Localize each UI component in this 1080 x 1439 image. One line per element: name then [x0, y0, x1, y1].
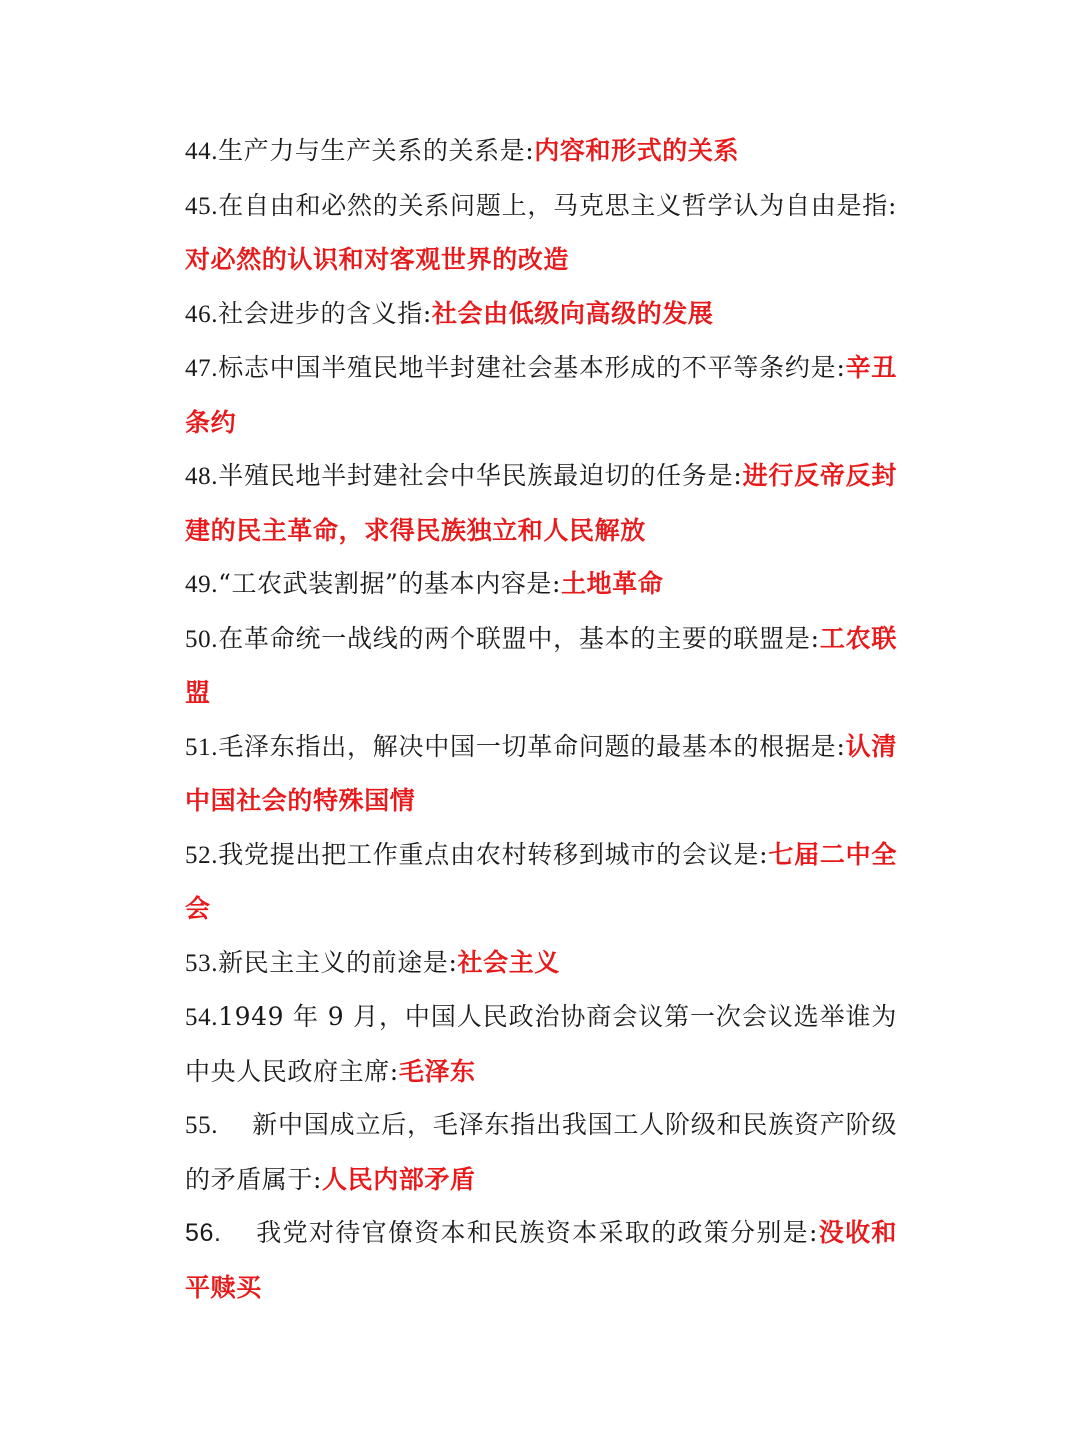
qa-item-49 — [185, 557, 897, 612]
answer-text: 人民内部矛盾 — [322, 1164, 476, 1194]
answer-text: 毛泽东 — [398, 1056, 476, 1086]
qa-item-54 — [185, 990, 897, 1098]
item-number: 52. — [185, 841, 219, 869]
qa-item-55 — [185, 1098, 897, 1206]
answer-text: 土地革命 — [561, 569, 664, 598]
item-number: 45. — [185, 192, 219, 220]
qa-item-45 — [185, 179, 897, 287]
question-text: 在革命统一战线的两个联盟中，基本的主要的联盟是: — [218, 623, 820, 653]
item-number: 54. — [185, 1004, 219, 1031]
qa-item-47 — [185, 341, 897, 449]
answer-text: 对必然的认识和对客观世界的改造 — [185, 245, 570, 274]
question-text: 我党提出把工作重点由农村转移到城市的会议是: — [218, 839, 769, 869]
answer-text: 七届二中全会 — [185, 839, 897, 923]
question-text: 1949 年 9 月，中国人民政治协商会议第一次会议选举谁为中央人民政府主席: — [185, 1002, 897, 1086]
answer-text: 没收和平赎买 — [185, 1218, 897, 1302]
answer-text: 内容和形式的关系 — [534, 136, 740, 165]
item-number: 44. — [185, 138, 219, 165]
qa-item-51 — [185, 720, 897, 828]
item-number: 47. — [185, 355, 219, 382]
question-text: 我党对待官僚资本和民族资本采取的政策分别是: — [255, 1218, 819, 1247]
question-text: 毛泽东指出，解决中国一切革命问题的最基本的根据是: — [218, 731, 846, 761]
question-text: 生产力与生产关系的关系是: — [218, 136, 535, 165]
answer-text: 辛丑条约 — [185, 353, 897, 437]
item-number: 50. — [185, 625, 219, 653]
item-number: 55. — [185, 1112, 219, 1139]
qa-item-52 — [185, 828, 897, 936]
answer-text: 认清中国社会的特殊国情 — [185, 731, 897, 815]
answer-text: 社会由低级向高级的发展 — [431, 298, 714, 328]
qa-item-56 — [185, 1206, 897, 1314]
document-page — [185, 124, 897, 1314]
qa-item-44 — [185, 124, 897, 179]
question-text: 社会进步的含义指: — [218, 298, 432, 328]
item-number: 51. — [185, 733, 219, 761]
item-number: 53. — [185, 949, 219, 977]
qa-item-46 — [185, 287, 897, 342]
question-text: 标志中国半殖民地半封建社会基本形成的不平等条约是: — [218, 353, 846, 382]
qa-item-50 — [185, 612, 897, 720]
answer-text: 进行反帝反封建的民主革命，求得民族独立和人民解放 — [185, 461, 897, 545]
item-number: 56. — [185, 1219, 222, 1247]
question-text: 在自由和必然的关系问题上，马克思主义哲学认为自由是指: — [218, 190, 897, 220]
question-text: 半殖民地半封建社会中华民族最迫切的任务是: — [218, 461, 743, 490]
answer-text: 社会主义 — [457, 947, 560, 977]
qa-item-53 — [185, 936, 897, 991]
question-text: 新中国成立后，毛泽东指出我国工人阶级和民族资产阶级的矛盾属于: — [185, 1110, 897, 1194]
item-number: 46. — [185, 300, 219, 328]
qa-item-48 — [185, 449, 897, 557]
item-number: 49. — [185, 571, 219, 598]
question-text: “工农武装割据”的基本内容是: — [218, 569, 562, 598]
question-text: 新民主主义的前途是: — [218, 947, 458, 977]
item-number: 48. — [185, 463, 219, 490]
answer-text: 工农联盟 — [185, 623, 897, 707]
